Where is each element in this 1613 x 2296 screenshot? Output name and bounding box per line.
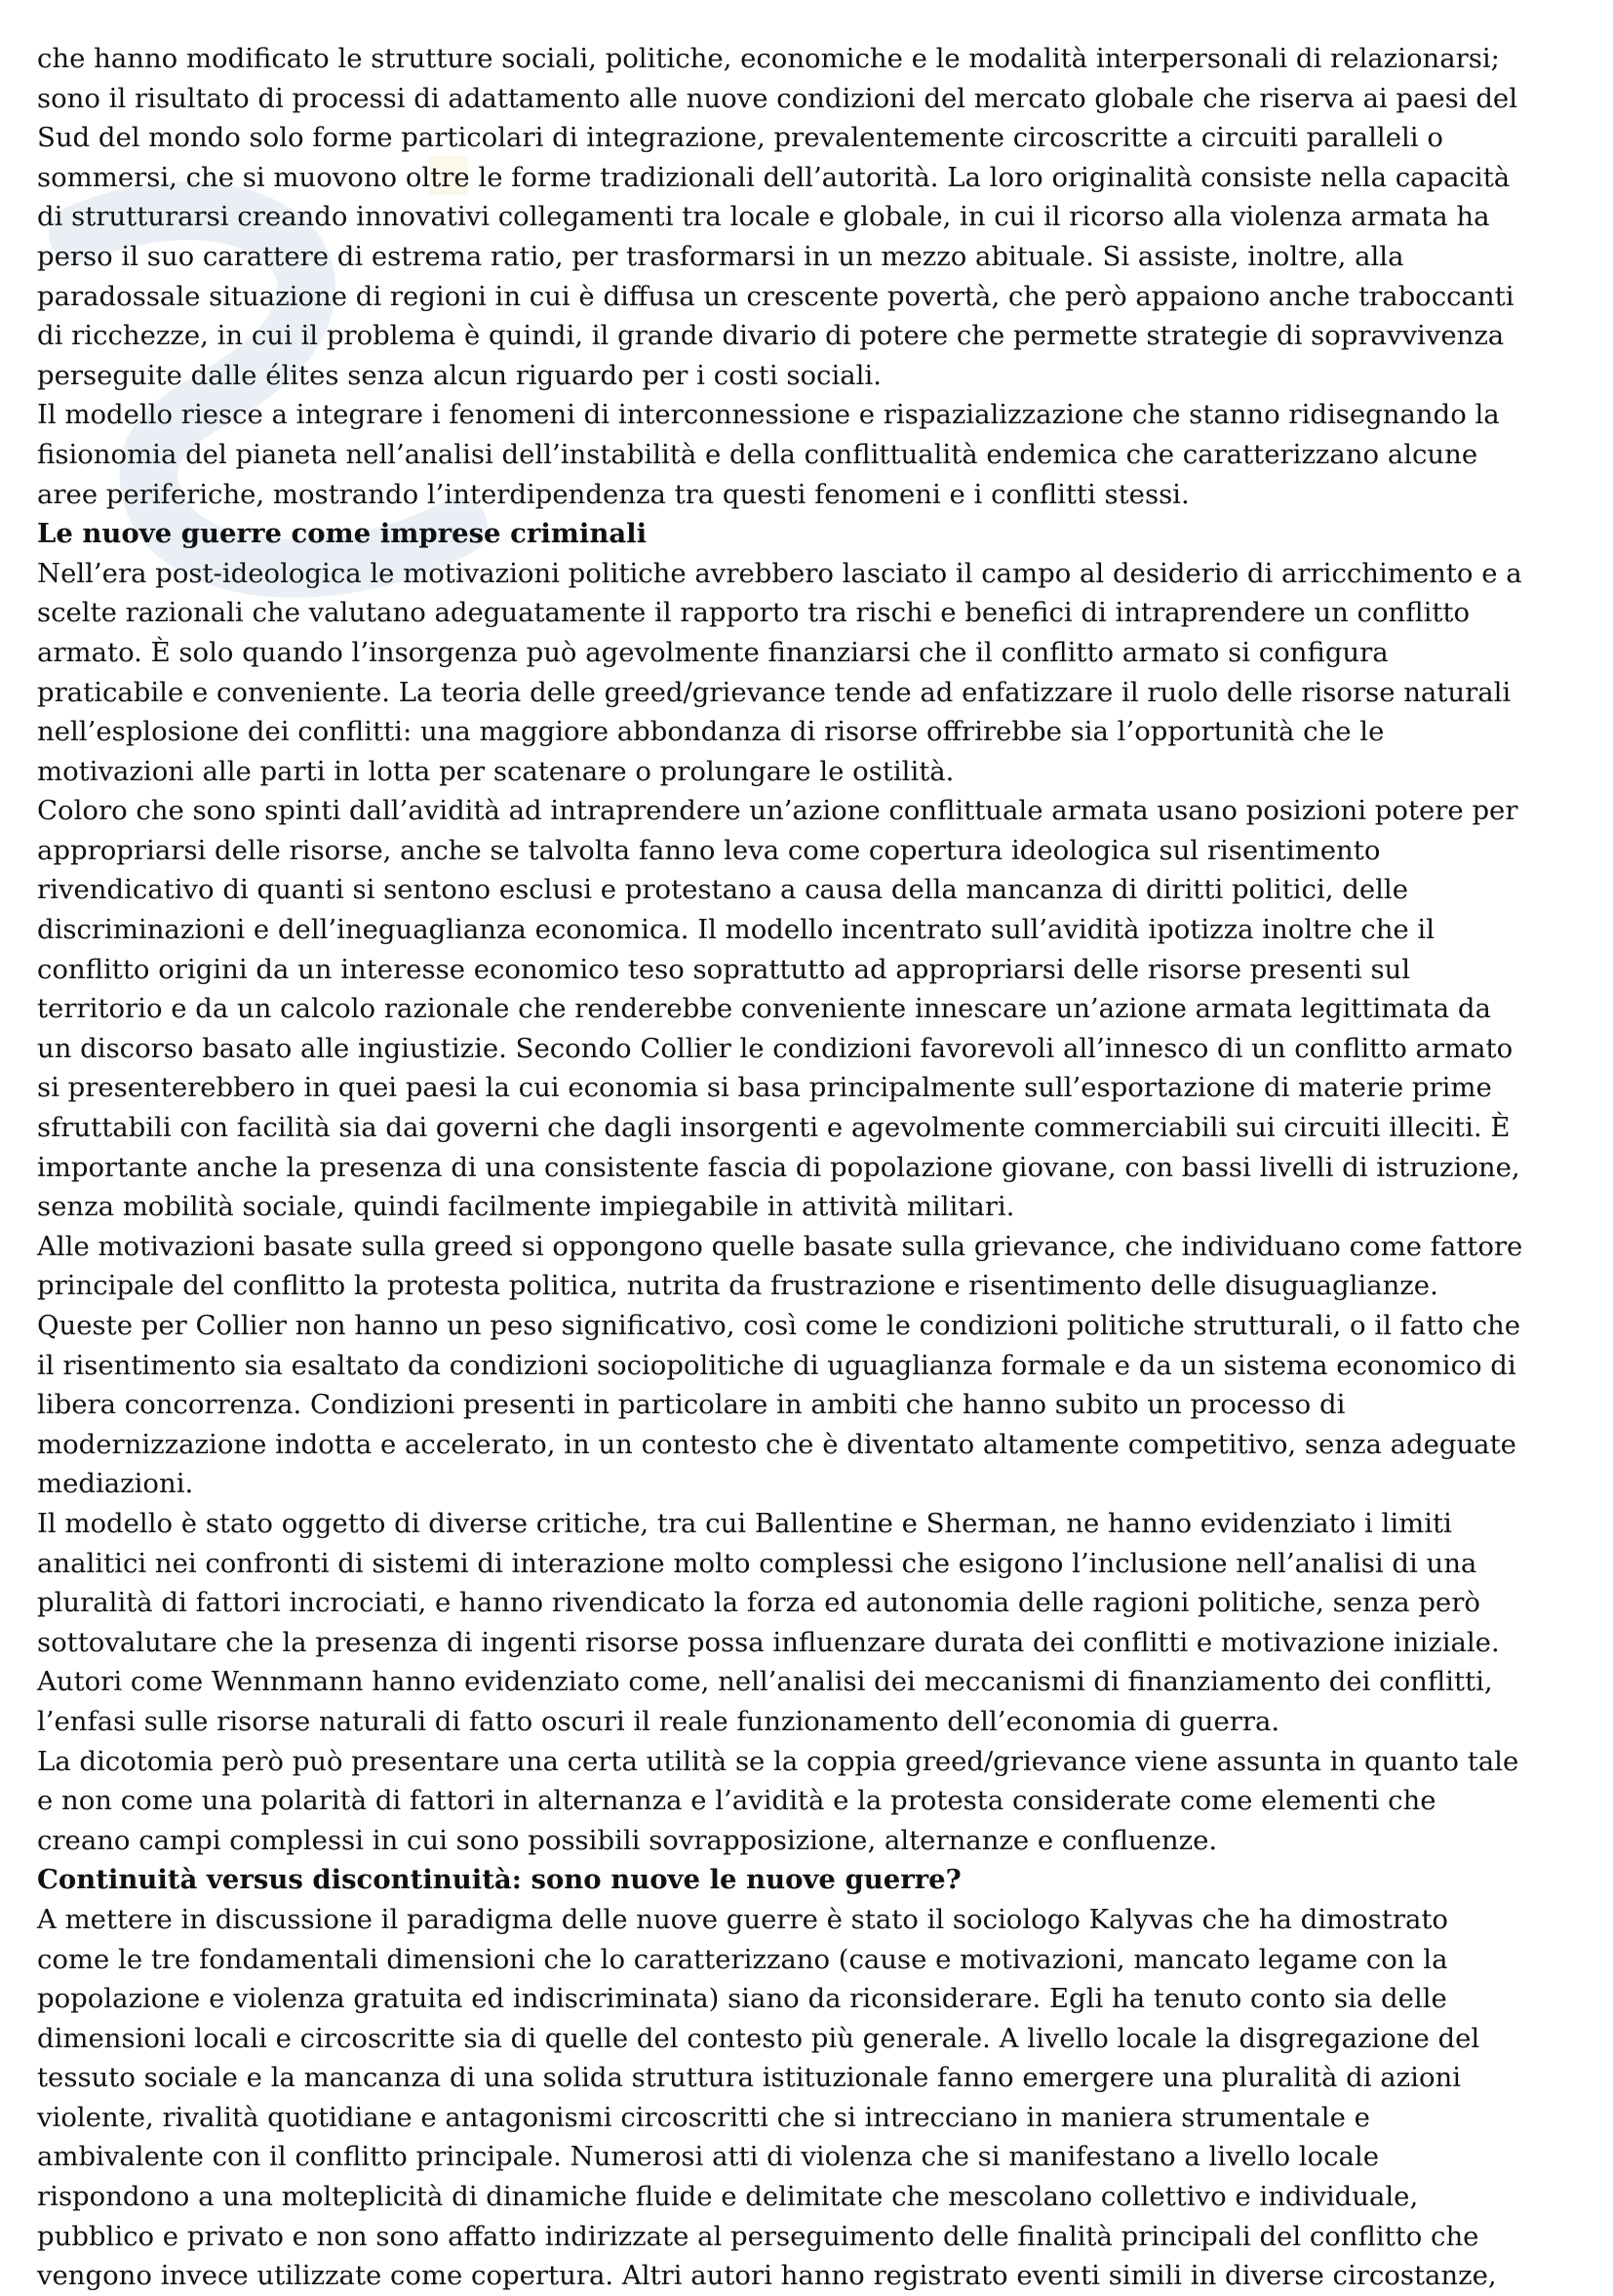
body-paragraph: Alle motivazioni basate sulla greed si oppongono quelle basate sulla grievance, che individuano come fattore principale del conflitto la protesta politica, nutrita da frustrazione e risentimento delle disuguaglianze. Queste per Collier non hanno un peso significativo, così come le condizioni politiche strutturali, o il fatto che il risentimento sia esaltato da condizioni sociopolitiche di uguaglianza formale e da un sistema economico di libera concorrenza. Condizioni presenti in particolare in ambiti che hanno subito un processo di modernizzazione indotta e accelerato, in un contesto che è diventato altamente competitivo, senza adeguate mediazioni. [37,1230,1523,1500]
body-paragraph: Il modello riesce a integrare i fenomeni di interconnessione e rispazializzazione che stanno ridisegnando la fisionomia del pianeta nell’analisi dell’instabilità e della conflittualità endemica che caratterizzano alcune aree periferiche, mostrando l’interdipendenza tra questi fenomeni e i conflitti stessi. [37,399,1500,510]
body-paragraph: Coloro che sono spinti dall’avidità ad intraprendere un’azione conflittuale armata usano posizioni potere per appropriarsi delle risorse, anche se talvolta fanno leva come copertura ideologica sul risentimento rivendicativo di quanti si sentono esclusi e protestano a causa della mancanza di diritti politici, delle discriminazioni e dell’ineguaglianza economica. Il modello incentrato sull’avidità ipotizza inoltre che il conflitto origini da un interesse economico teso soprattutto ad appropriarsi delle risorse presenti sul territorio e da un calcolo razionale che renderebbe conveniente innescare un’azione armata legittimata da un discorso basato alle ingiustizie. Secondo Collier le condizioni favorevoli all’innesco di un conflitto armato si presenterebbero in quei paesi la cui economia si basa principalmente sull’esportazione di materie prime sfruttabili con facilità sia dai governi che dagli insorgenti e agevolmente commerciabili sui circuiti illeciti. È importante anche la presenza di una consistente fascia di popolazione giovane, con bassi livelli di istruzione, senza mobilità sociale, quindi facilmente impiegabile in attività militari. [37,795,1520,1223]
section-heading-continuity: Continuità versus discontinuità: sono nuove le nuove guerre? [37,1864,962,1896]
section-heading-criminal-enterprises: Le nuove guerre come imprese criminali [37,518,648,550]
body-paragraph: Il modello è stato oggetto di diverse critiche, tra cui Ballentine e Sherman, ne hanno evidenziato i limiti analitici nei confronti di sistemi di interazione molto complessi che esigono l’inclusione nell’analisi di una pluralità di fattori incrociati, e hanno rivendicato la forza ed autonomia delle ragioni politiche, senza però sottovalutare che la presenza di ingenti risorse possa influenzare durata dei conflitti e motivazione iniziale. Autori come Wennmann hanno evidenziato come, nell’analisi dei meccanismi di finanziamento dei conflitti, l’enfasi sulle risorse naturali di fatto oscuri il reale funzionamento dell’economia di guerra. [37,1507,1500,1737]
body-paragraph: A mettere in discussione il paradigma delle nuove guerre è stato il sociologo Kalyvas che ha dimostrato come le tre fondamentali dimensioni che lo caratterizzano (cause e motivazioni, mancato legame con la popolazione e violenza gratuita ed indiscriminata) siano da riconsiderare. Egli ha tenuto conto sia delle dimensioni locali e circoscritte sia di quelle del contesto più generale. A livello locale la disgregazione del tessuto sociale e la mancanza di una solida struttura istituzionale fanno emergere una pluralità di azioni violente, rivalità quotidiane e antagonismi circoscritti che si intrecciano in maniera strumentale e ambivalente con il conflitto principale. Numerosi atti di violenza che si manifestano a livello locale rispondono a una molteplicità di dinamiche fluide e delimitate che mescolano collettivo e individuale, pubblico e privato e non sono affatto indirizzate al perseguimento delle finalità principali del conflitto che vengono invece utilizzate come copertura. Altri autori hanno registrato eventi simili in diverse circostanze, [37,1903,1497,2292]
body-paragraph: La dicotomia però può presentare una certa utilità se la coppia greed/grievance viene assunta in quanto tale e non come una polarità di fattori in alternanza e l’avidità e la protesta considerate come elementi che creano campi complessi in cui sono possibili sovrapposizione, alternanze e confluenze. [37,1745,1519,1856]
document-page [37,39,1527,2296]
body-paragraph: Nell’era post-ideologica le motivazioni politiche avrebbero lasciato il campo al desiderio di arricchimento e a scelte razionali che valutano adeguatamente il rapporto tra rischi e benefici di intraprendere un conflitto armato. È solo quando l’insorgenza può agevolmente finanziarsi che il conflitto armato si configura praticabile e conveniente. La teoria delle greed/grievance tende ad enfatizzare il ruolo delle risorse naturali nell’esplosione dei conflitti: una maggiore abbondanza di risorse offrirebbe sia l’opportunità che le motivazioni alle parti in lotta per scatenare o prolungare le ostilità. [37,557,1522,787]
body-paragraph: che hanno modificato le strutture sociali, politiche, economiche e le modalità interpersonali di relazionarsi; sono il risultato di processi di adattamento alle nuove condizioni del mercato globale che riserva ai paesi del Sud del mondo solo forme particolari di integrazione, prevalentemente circoscritte a circuiti paralleli o sommersi, che si muovono oltre le forme tradizionali dell’autorità. La loro originalità consiste nella capacità di strutturarsi creando innovativi collegamenti tra locale e globale, in cui il ricorso alla violenza armata ha perso il suo carattere di estrema ratio, per trasformarsi in un mezzo abituale. Si assiste, inoltre, alla paradossale situazione di regioni in cui è diffusa un crescente povertà, che però appaiono anche traboccanti di ricchezze, in cui il problema è quindi, il grande divario di potere che permette strategie di sopravvivenza perseguite dalle élites senza alcun riguardo per i costi sociali. [37,43,1518,391]
